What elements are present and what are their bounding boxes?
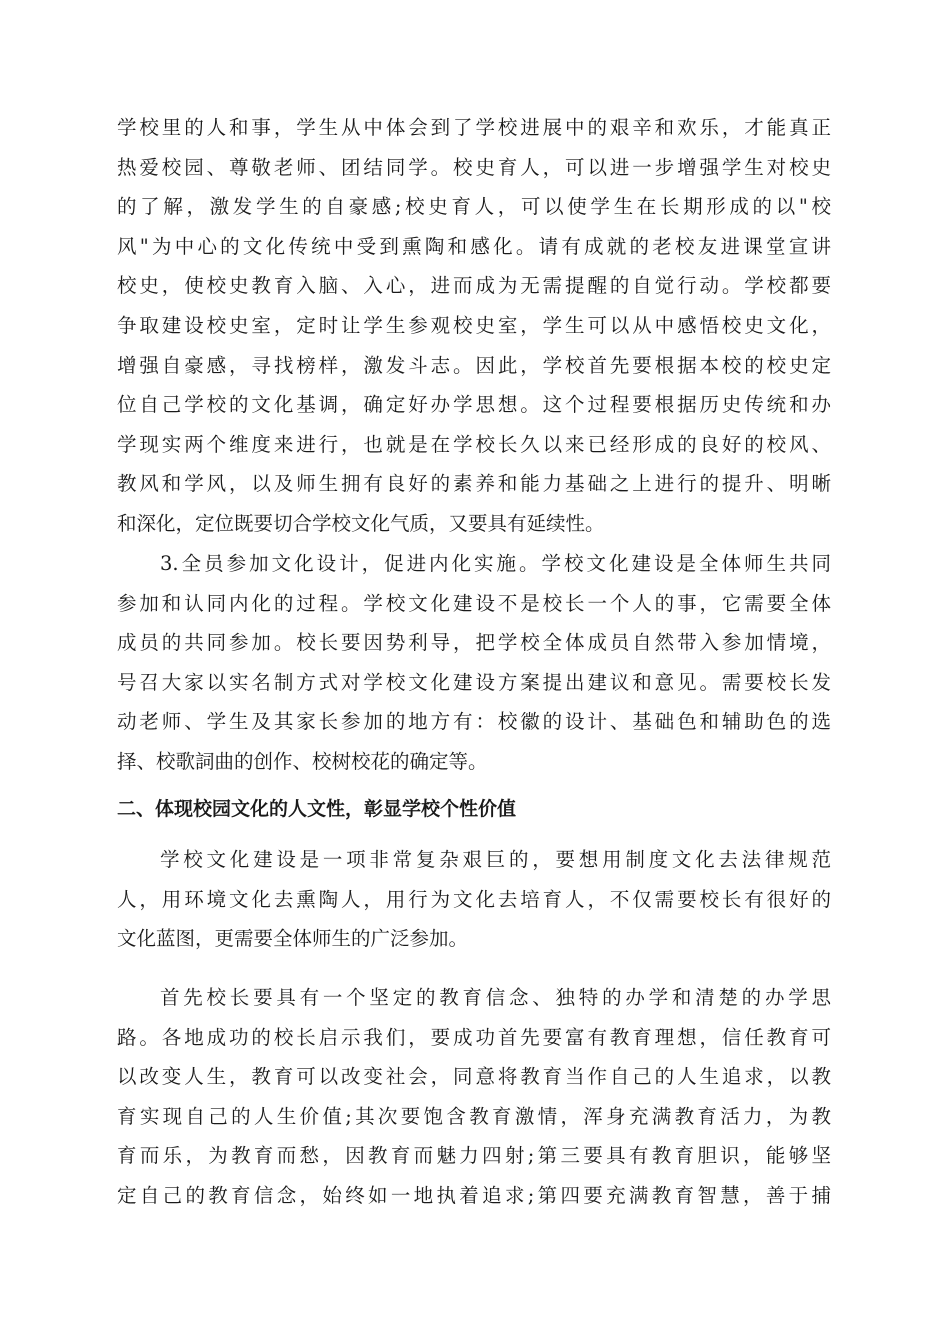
text-line: 育而乐，为教育而愁，因教育而魅力四射;第三要具有教育胆识，能够坚	[117, 1144, 831, 1168]
text-line: 风"为中心的文化传统中受到熏陶和感化。请有成就的老校友进课堂宣讲	[117, 234, 831, 258]
text-line: 定自己的教育信念，始终如一地执着追求;第四要充满教育智慧，善于捕	[117, 1184, 831, 1207]
heading-text: 二、体现校园文化的人文性，彰显学校个性价值	[117, 798, 517, 820]
text-line: 3.全员参加文化设计，促进内化实施。学校文化建设是全体师生共同	[160, 552, 831, 575]
text-line: 文化蓝图，更需要全体师生的广泛参加。	[117, 927, 469, 951]
text-line: 位自己学校的文化基调，确定好办学思想。这个过程要根据历史传统和办	[117, 393, 831, 417]
text-line: 参加和认同内化的过程。学校文化建设不是校长一个人的事，它需要全体	[117, 591, 831, 615]
text-line: 学校文化建设是一项非常复杂艰巨的，要想用制度文化去法律规范	[160, 848, 831, 871]
text-line: 成员的共同参加。校长要因势利导，把学校全体成员自然带入参加情境，	[117, 631, 831, 655]
text-line: 学校里的人和事，学生从中体会到了学校进展中的艰辛和欢乐，才能真正	[117, 116, 831, 139]
text-line: 以改变人生，教育可以改变社会，同意将教育当作自己的人生追求，以教	[117, 1065, 831, 1089]
text-line: 增强自豪感，寻找榜样，激发斗志。因此，学校首先要根据本校的校史定	[117, 353, 831, 377]
text-line: 动老师、学生及其家长参加的地方有：校徽的设计、基础色和辅助色的选	[117, 710, 831, 734]
text-line: 热爱校园、尊敬老师、团结同学。校史育人，可以进一步增强学生对校史	[117, 155, 831, 179]
text-line: 首先校长要具有一个坚定的教育信念、独特的办学和清楚的办学思	[160, 986, 831, 1009]
text-line: 学现实两个维度来进行，也就是在学校长久以来已经形成的良好的校风、	[117, 432, 831, 456]
text-line: 校史，使校史教育入脑、入心，进而成为无需提醒的自觉行动。学校都要	[117, 274, 831, 298]
text-line: 路。各地成功的校长启示我们，要成功首先要富有教育理想，信任教育可	[117, 1025, 831, 1049]
text-line: 争取建设校史室，定时让学生参观校史室，学生可以从中感悟校史文化，	[117, 314, 831, 337]
text-line: 和深化，定位既要切合学校文化气质，又要具有延续性。	[117, 512, 605, 535]
text-line: 人，用环境文化去熏陶人，用行为文化去培育人，不仅需要校长有很好的	[117, 887, 831, 911]
text-line: 号召大家以实名制方式对学校文化建设方案提出建议和意见。需要校长发	[117, 670, 831, 694]
text-line: 择、校歌詞曲的创作、校树校花的确定等。	[117, 750, 488, 773]
text-line: 的了解，激发学生的自豪感;校史育人，可以使学生在长期形成的以"校	[117, 195, 831, 219]
text-line: 育实现自己的人生价值;其次要饱含教育激情，浑身充满教育活力，为教	[117, 1104, 831, 1128]
text-line: 教风和学风，以及师生拥有良好的素养和能力基础之上进行的提升、明晰	[117, 472, 831, 496]
